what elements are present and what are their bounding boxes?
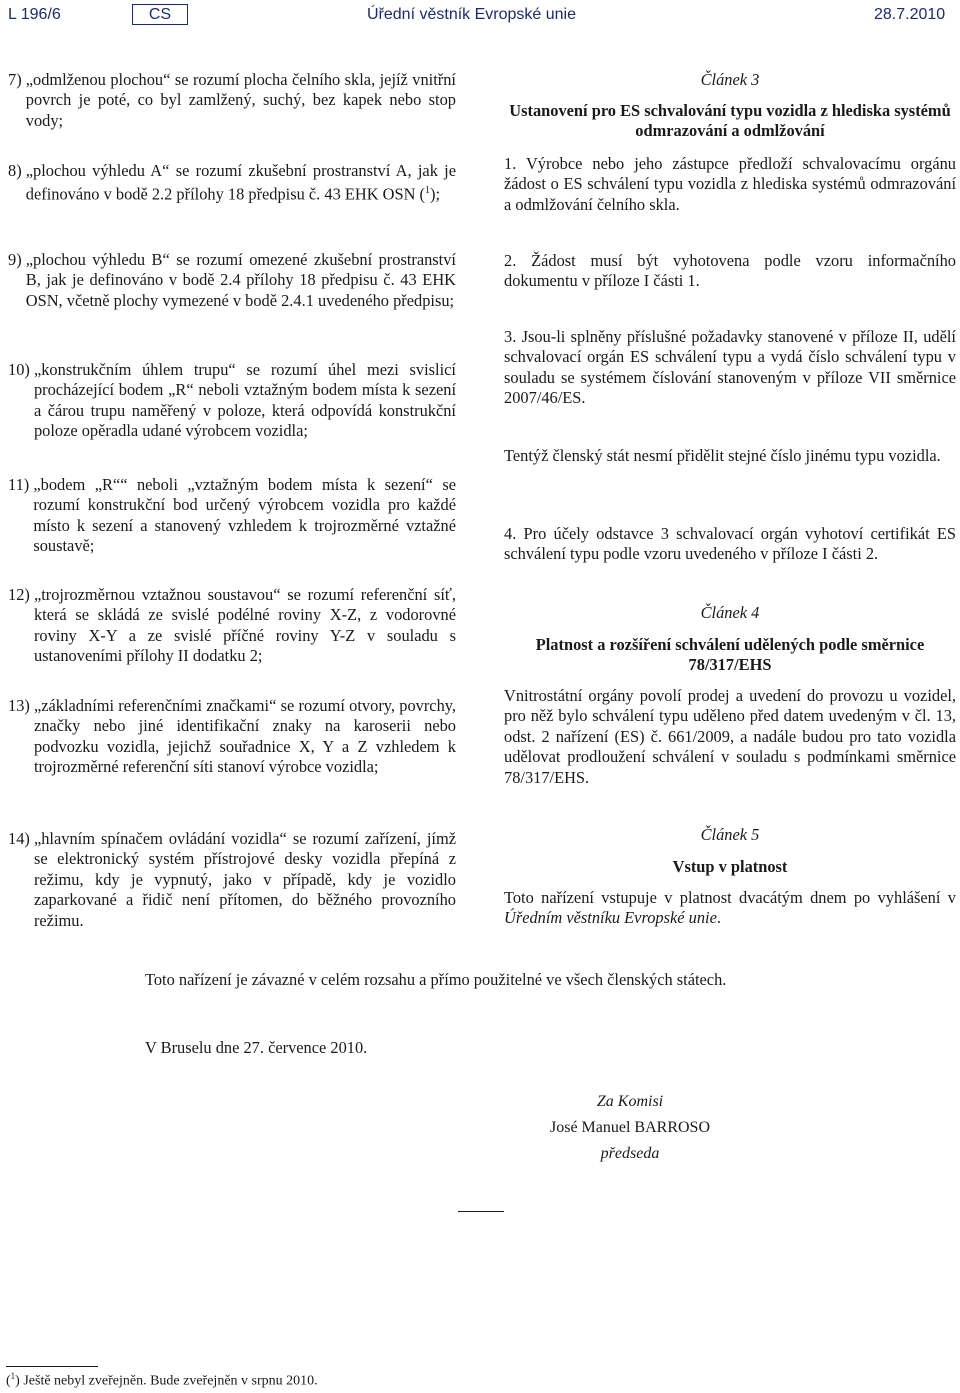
journal-name-italic: Úředním věstníku Evropské unie xyxy=(504,908,717,928)
item-text: „plochou výhledu A“ se rozumí zkušební prostranství A, jak je definováno v bodě 2.2 přílohy 18 předpisu č. 43 EHK OSN ($^1$); xyxy=(25,161,456,204)
definition-item-10 xyxy=(8,360,456,442)
binding-statement: Toto nařízení je závazné v celém rozsahu a přímo použitelné ve všech členských státech. xyxy=(145,970,727,989)
article-3-paragraph-2: 2. Žádost musí být vyhotovena podle vzoru informačního dokumentu v příloze I části 1. xyxy=(504,251,956,291)
page-number: L 196/6 xyxy=(8,6,61,23)
article-4-title: Platnost a rozšíření schválení udělených podle směrnice 78/317/EHS xyxy=(535,635,925,675)
article-3-paragraph-3: 3. Jsou-li splněny příslušné požadavky stanovené v příloze II, udělí schvalovací orgán ES schválení typu a vydá číslo schválení typu v souladu se systémem číslování stanoveným v příloze VII směrnice 2007/46/ES. xyxy=(504,327,956,408)
item-number: 12) xyxy=(8,585,34,604)
item-text: „plochou výhledu B“ se rozumí omezené zkušební prostranství B, jak je definováno v bodě 2.4 přílohy 18 předpisu č. 43 EHK OSN, včetně plochy vymezené v bodě 2.4.1 uvedeného předpisu; xyxy=(25,250,456,310)
signatory-role: předseda xyxy=(600,1145,660,1162)
language-code-box: CS xyxy=(132,4,188,25)
article-3-paragraph-3b: Tentýž členský stát nesmí přidělit stejné číslo jinému typu vozidla. xyxy=(504,446,941,465)
article-5-title: Vstup v platnost xyxy=(672,857,788,876)
end-rule xyxy=(458,1211,504,1212)
item-number: 11) xyxy=(8,475,34,494)
item-text: „hlavním spínačem ovládání vozidla“ se rozumí zařízení, jímž se elektronický systém přístrojové desky vozidla přepíná z režimu, kdy je vypnutý, jako v případě, kdy je vozidlo zaparkované a řidič není přítomen, do běžného provozního režimu. xyxy=(33,829,456,930)
article-4-paragraph: Vnitrostátní orgány povolí prodej a uvedení do provozu u vozidel, pro něž bylo schválení typu uděleno před datem uvedeným v čl. 13, odst. 2 nařízení (ES) č. 661/2009, a nadále budou pro tato vozidla udělovat prodloužení schválení v souladu s podmínkami směrnice 78/317/EHS. xyxy=(504,686,956,787)
item-number: 14) xyxy=(8,829,34,848)
place-and-date: V Bruselu dne 27. července 2010. xyxy=(145,1038,368,1057)
signatory-name: José Manuel BARROSO xyxy=(549,1119,710,1136)
definition-item-9 xyxy=(8,250,456,311)
definition-item-14 xyxy=(8,829,456,931)
item-text: „bodem „R““ neboli „vztažným bodem místa k sezení“ se rozumí konstrukční bod určený výrobcem vozidla pro každé místo k sezení a stanovený vzhledem k trojrozměrné vztažné soustavě; xyxy=(33,475,456,556)
footnote-ref[interactable]: 1 xyxy=(425,185,430,197)
item-text: „základními referenčními značkami“ se rozumí otvory, povrchy, značky nebo jiné identifikační znaky na karoserii nebo podvozku vozidla, jejichž souřadnice X, Y a Z vzhledem k trojrozměrné referenční síti stanoví výrobce vozidla; xyxy=(33,696,456,777)
issue-date: 28.7.2010 xyxy=(874,6,946,23)
page-header xyxy=(0,4,960,26)
footnote-mark: 1 xyxy=(10,1371,16,1381)
footnote: ($^1$) Ještě nebyl zveřejněn. Bude zveřejněn v srpnu 2010. xyxy=(6,1371,318,1389)
item-number: 9) xyxy=(8,250,26,269)
definition-item-12 xyxy=(8,585,456,667)
item-text: „konstrukčním úhlem trupu“ se rozumí úhel mezi svislicí procházející bodem „R“ neboli vztažným bodem místa k sezení a čárou trupu naměřený v poloze, která odpovídá konstrukční poloze opěradla udané výrobcem vozidla; xyxy=(33,360,456,441)
article-3-paragraph-1: 1. Výrobce nebo jeho zástupce předloží schvalovacímu orgánu žádost o ES schválení typu vozidla z hlediska systémů odmrazování a odmlžování čelního skla. xyxy=(504,154,956,214)
article-4-label: Článek 4 xyxy=(700,603,760,622)
definition-item-11 xyxy=(8,475,456,557)
footnote-text: Ještě nebyl zveřejněn. Bude zveřejněn v srpnu 2010. xyxy=(23,1373,318,1389)
journal-title: Úřední věstník Evropské unie xyxy=(367,6,576,23)
item-number: 10) xyxy=(8,360,34,379)
article-3-title: Ustanovení pro ES schvalování typu vozidla z hlediska systémů odmrazování a odmlžování xyxy=(509,101,951,141)
item-text: „trojrozměrnou vztažnou soustavou“ se rozumí referenční síť, která se skládá ze svislé podélné roviny X-Z, z vodorovné roviny X-Y a ze svislé příčné roviny Y-Z v souladu s ustanoveními přílohy II dodatku 2; xyxy=(33,585,456,666)
definition-item-13 xyxy=(8,696,456,778)
item-number: 7) xyxy=(8,70,26,89)
article-3-label: Článek 3 xyxy=(700,70,760,89)
article-5-paragraph: Toto nařízení vstupuje v platnost dvacátým dnem po vyhlášení v Úředním věstníku Evropské unie. xyxy=(504,888,956,928)
item-number: 13) xyxy=(8,696,34,715)
signature-for: Za Komisi xyxy=(596,1093,664,1110)
item-text: „odmlženou plochou“ se rozumí plocha čelního skla, jejíž vnitřní povrch je poté, co byl zamlžený, suchý, bez kapek nebo stop vody; xyxy=(25,70,456,130)
definition-item-8 xyxy=(8,161,456,205)
item-number: 8) xyxy=(8,161,26,180)
article-3-paragraph-4: 4. Pro účely odstavce 3 schvalovací orgán vyhotoví certifikát ES schválení typu podle vzoru uvedeného v příloze I části 2. xyxy=(504,524,956,564)
footnote-separator xyxy=(6,1366,98,1367)
article-5-label: Článek 5 xyxy=(700,825,760,844)
definition-item-7 xyxy=(8,70,456,131)
